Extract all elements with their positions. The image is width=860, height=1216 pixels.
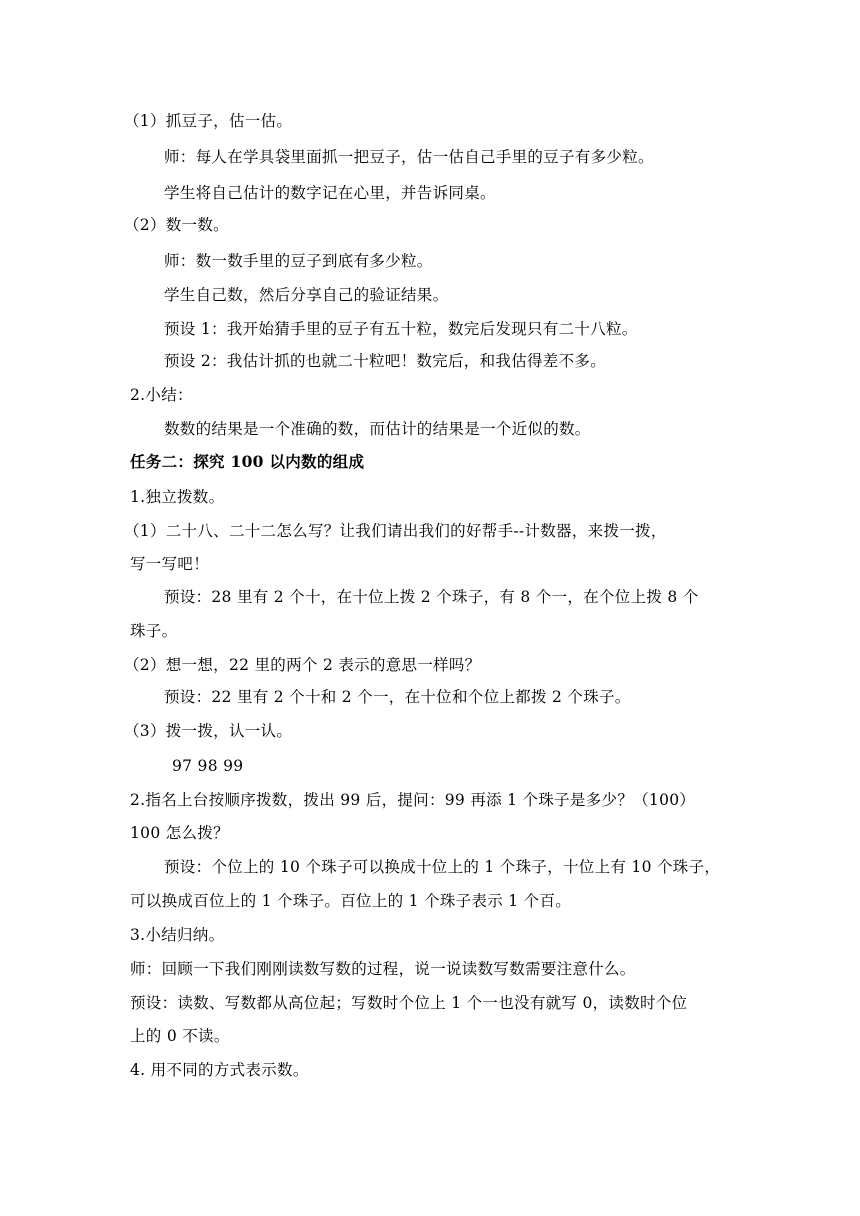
paragraph: 预设 2：我估计抓的也就二十粒吧！数完后，和我估得差不多。 (164, 352, 606, 370)
paragraph: 预设：个位上的 10 个珠子可以换成十位上的 1 个珠子，十位上有 10 个珠子， (164, 858, 721, 876)
paragraph: 上的 0 不读。 (130, 1027, 230, 1045)
section-heading: 2.小结： (130, 386, 193, 404)
paragraph: 学生自己数，然后分享自己的验证结果。 (164, 286, 449, 304)
paragraph: 2.指名上台按顺序拨数，拨出 99 后，提问：99 再添 1 个珠子是多少？（100） (130, 791, 696, 809)
paragraph: 写一写吧！ (130, 555, 210, 573)
number-sequence: 97 98 99 (172, 757, 244, 775)
paragraph: （1）二十八、二十二怎么写？让我们请出我们的好帮手--计数器，来拨一拨， (124, 522, 667, 540)
paragraph: 100 怎么拨？ (130, 824, 229, 842)
task-heading: 任务二：探究 100 以内数的组成 (130, 452, 365, 471)
paragraph: 师：回顾一下我们刚刚读数写数的过程，说一说读数写数需要注意什么。 (130, 960, 636, 978)
subsection-heading: （2）想一想，22 里的两个 2 表示的意思一样吗？ (124, 656, 481, 674)
paragraph: 预设：28 里有 2 个十，在十位上拨 2 个珠子，有 8 个一，在个位上拨 8 个 (164, 588, 699, 606)
paragraph: 预设 1：我开始猜手里的豆子有五十粒，数完后发现只有二十八粒。 (164, 320, 638, 338)
paragraph: 预设：读数、写数都从高位起；写数时个位上 1 个一也没有就写 0，读数时个位 (130, 994, 688, 1012)
subsection-heading: （3）拨一拨，认一认。 (124, 722, 293, 740)
paragraph: 预设：22 里有 2 个十和 2 个一，在十位和个位上都拨 2 个珠子。 (164, 688, 631, 706)
subsection-heading: （2）数一数。 (124, 216, 229, 234)
section-heading: 4. 用不同的方式表示数。 (130, 1061, 309, 1079)
paragraph: 师：数一数手里的豆子到底有多少粒。 (164, 252, 433, 270)
paragraph: 可以换成百位上的 1 个珠子。百位上的 1 个珠子表示 1 个百。 (130, 892, 572, 910)
paragraph: 数数的结果是一个准确的数，而估计的结果是一个近似的数。 (164, 420, 591, 438)
section-heading: 3.小结归纳。 (130, 926, 225, 944)
paragraph: 师：每人在学具袋里面抓一把豆子，估一估自己手里的豆子有多少粒。 (164, 148, 654, 166)
paragraph: 学生将自己估计的数字记在心里，并告诉同桌。 (164, 184, 496, 202)
paragraph: 珠子。 (130, 622, 178, 640)
subsection-heading: （1）抓豆子，估一估。 (124, 112, 293, 130)
section-heading: 1.独立拨数。 (130, 488, 225, 506)
